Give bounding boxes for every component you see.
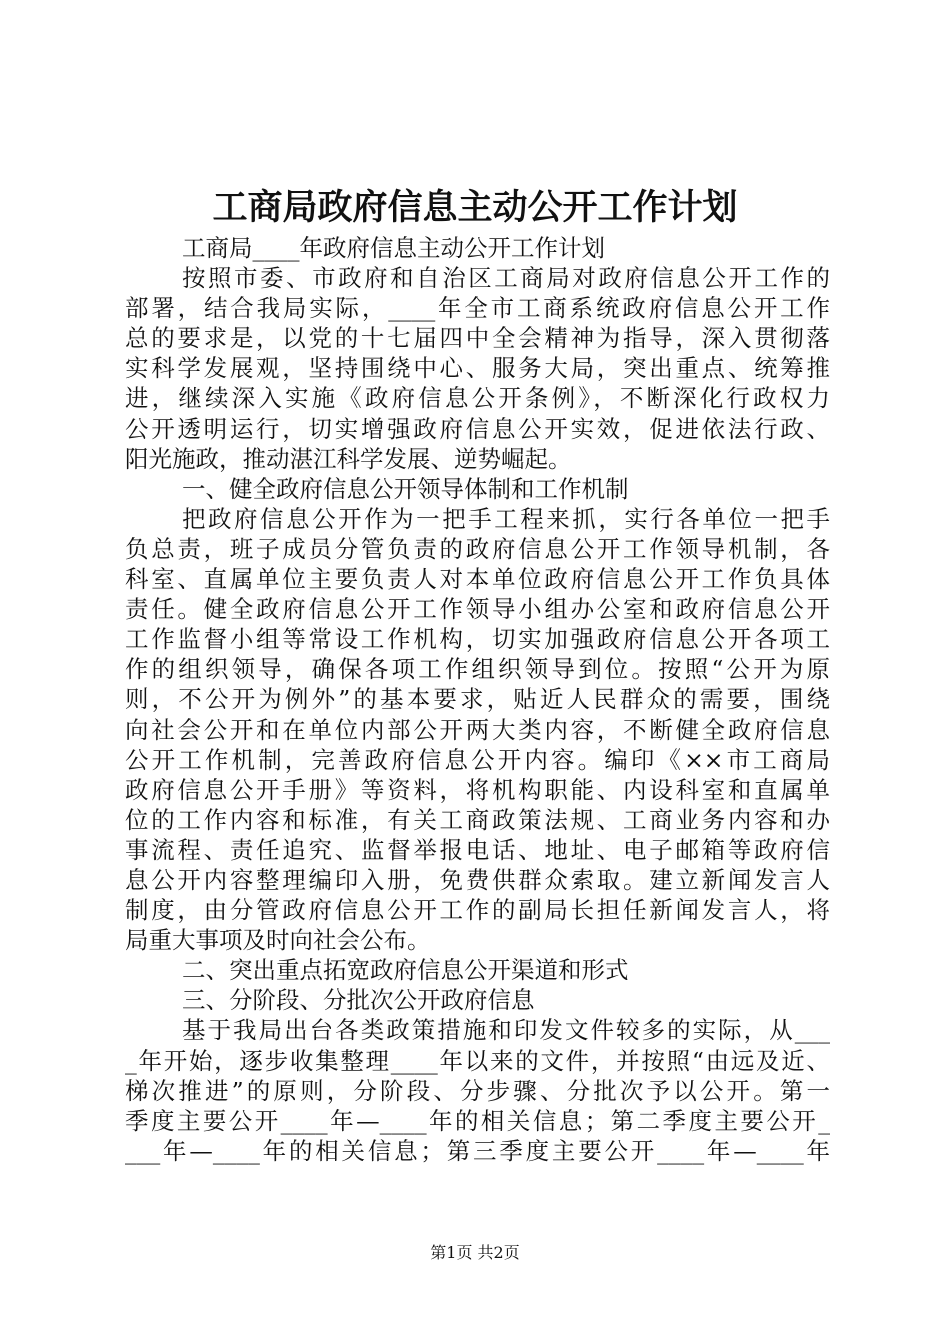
body-text-line: ___年—____年的相关信息；第三季度主要公开____年—____年 xyxy=(125,1136,830,1165)
body-text-line: 事流程、责任追究、监督举报电话、地址、电子邮箱等政府信 xyxy=(125,835,830,864)
body-text-line: 部署，结合我局实际，____年全市工商系统政府信息公开工作 xyxy=(125,294,830,323)
body-text-line: 位的工作内容和标准，有关工商政策法规、工商业务内容和办 xyxy=(125,805,830,834)
body-text-line: 作的组织领导，确保各项工作组织领导到位。按照“公开为原 xyxy=(125,655,830,684)
body-text-line: 负总责，班子成员分管负责的政府信息公开工作领导机制，各 xyxy=(125,534,830,563)
body-text-line: 阳光施政，推动湛江科学发展、逆势崛起。 xyxy=(125,444,572,473)
body-text-line: 进，继续深入实施《政府信息公开条例》，不断深化行政权力 xyxy=(125,384,830,413)
body-text-line: 息公开内容整理编印入册，免费供群众索取。建立新闻发言人 xyxy=(125,865,830,894)
body-text-line: 一、健全政府信息公开领导体制和工作机制 xyxy=(182,474,629,503)
body-text-line: _年开始，逐步收集整理____年以来的文件，并按照“由远及近、 xyxy=(125,1046,830,1075)
document-title: 工商局政府信息主动公开工作计划 xyxy=(212,187,738,228)
body-text-line: 向社会公开和在单位内部公开两大类内容，不断健全政府信息 xyxy=(125,715,830,744)
body-text-line: 科室、直属单位主要负责人对本单位政府信息公开工作负具体 xyxy=(125,565,830,594)
body-text-line: 工商局____年政府信息主动公开工作计划 xyxy=(182,234,605,262)
body-text-line: 三、分阶段、分批次公开政府信息 xyxy=(182,986,535,1015)
body-text-line: 局重大事项及时向社会公布。 xyxy=(125,926,431,955)
body-text-line: 把政府信息公开作为一把手工程来抓，实行各单位一把手 xyxy=(182,504,830,533)
body-text-line: 公开工作机制，完善政府信息公开内容。编印《××市工商局 xyxy=(125,745,830,774)
body-text-line: 季度主要公开____年—____年的相关信息；第二季度主要公开_ xyxy=(125,1106,830,1135)
body-text-line: 公开透明运行，切实增强政府信息公开实效，促进依法行政、 xyxy=(125,414,830,443)
body-text-line: 政府信息公开手册》等资料，将机构职能、内设科室和直属单 xyxy=(125,775,830,804)
body-text-line: 实科学发展观，坚持围绕中心、服务大局，突出重点、统筹推 xyxy=(125,354,830,383)
body-text-line: 梯次推进”的原则，分阶段、分步骤、分批次予以公开。第一 xyxy=(125,1076,830,1105)
body-text-line: 二、突出重点拓宽政府信息公开渠道和形式 xyxy=(182,956,629,985)
body-text-line: 工作监督小组等常设工作机构，切实加强政府信息公开各项工 xyxy=(125,625,830,654)
page-footer: 第1页 共2页 xyxy=(430,1243,520,1262)
body-text-line: 制度，由分管政府信息公开工作的副局长担任新闻发言人，将 xyxy=(125,896,830,925)
body-text-line: 总的要求是，以党的十七届四中全会精神为指导，深入贯彻落 xyxy=(125,324,830,353)
body-text-line: 则，不公开为例外”的基本要求，贴近人民群众的需要，围绕 xyxy=(125,685,830,714)
body-text-line: 责任。健全政府信息公开工作领导小组办公室和政府信息公开 xyxy=(125,595,830,624)
body-text-line: 按照市委、市政府和自治区工商局对政府信息公开工作的 xyxy=(182,264,830,293)
document-body xyxy=(125,233,830,1166)
body-text-line: 基于我局出台各类政策措施和印发文件较多的实际，从___ xyxy=(182,1016,830,1045)
